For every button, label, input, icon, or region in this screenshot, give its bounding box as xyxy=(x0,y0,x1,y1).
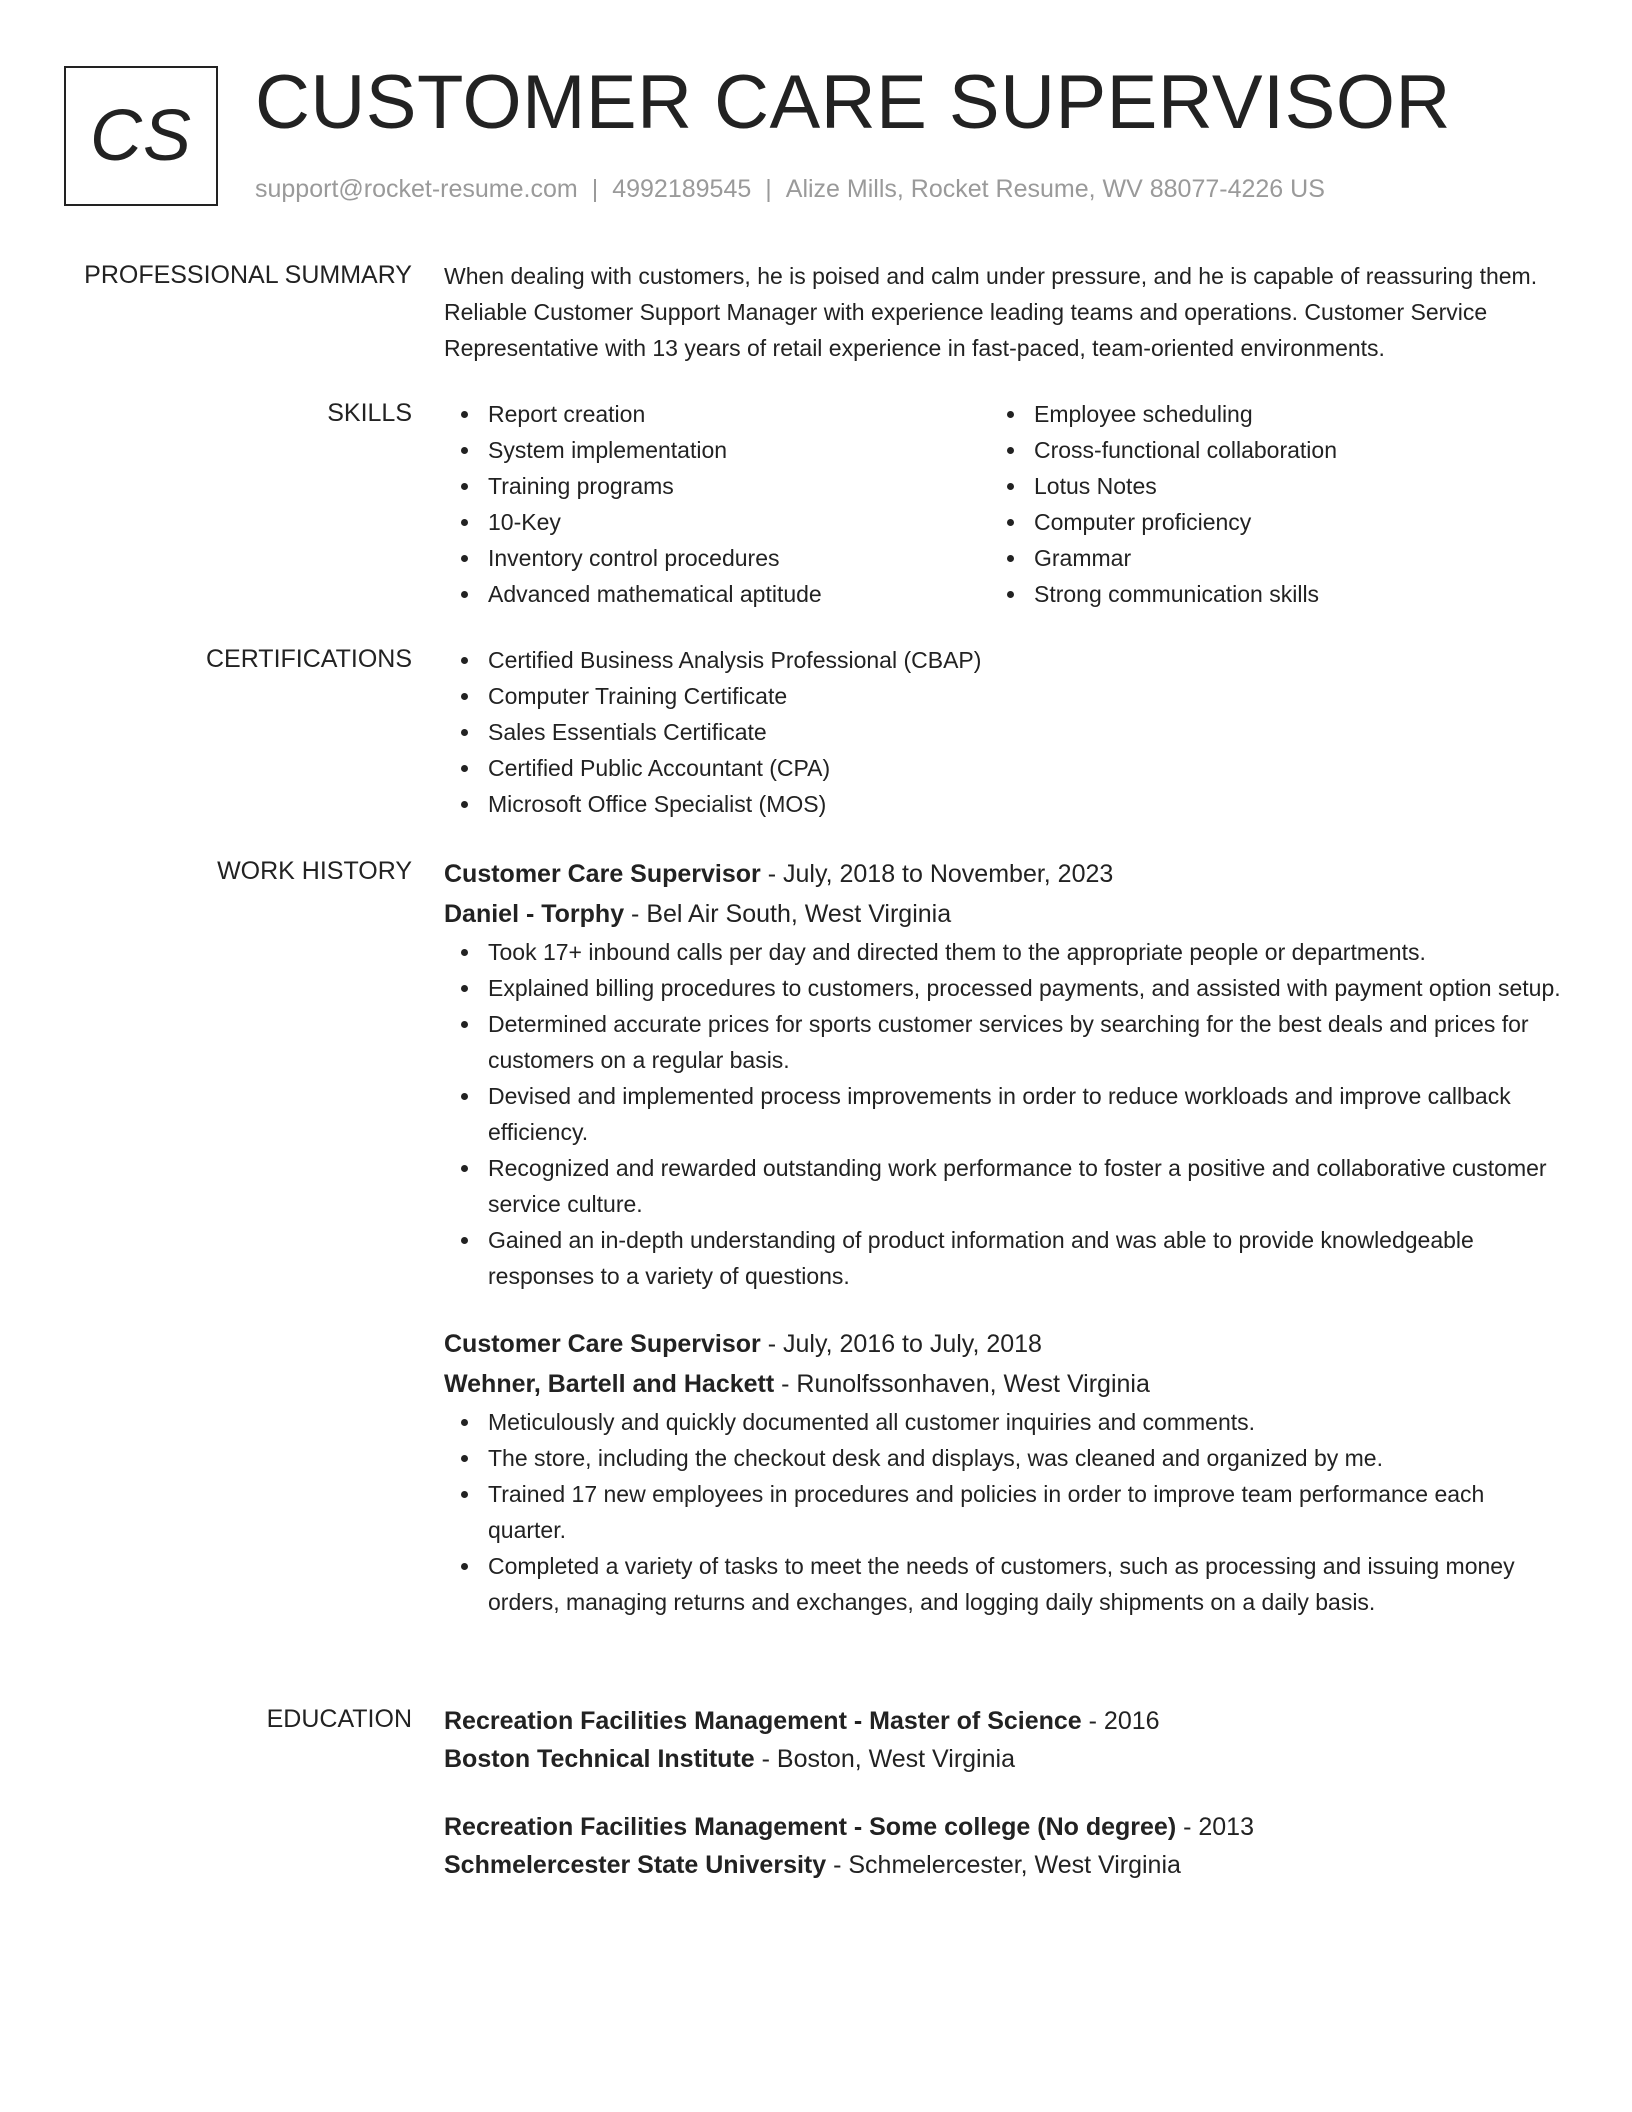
summary-body xyxy=(444,258,1564,366)
skill-item: Strong communication skills xyxy=(990,576,1536,612)
skill-item: Inventory control procedures xyxy=(444,540,990,576)
job-title: Customer Care Supervisor xyxy=(444,860,761,888)
certifications-body xyxy=(444,642,1564,822)
skill-item: System implementation xyxy=(444,432,990,468)
job-duty-item: Took 17+ inbound calls per day and directed them to the appropriate people or departments. xyxy=(444,934,1564,970)
job-duty-item: Gained an in-depth understanding of product information and was able to provide knowledgeable responses to a variety of questions. xyxy=(444,1222,1564,1294)
certification-item: Sales Essentials Certificate xyxy=(444,714,1564,750)
skill-item: Employee scheduling xyxy=(990,396,1536,432)
work-history-body xyxy=(444,854,1564,1650)
education-degree-line xyxy=(444,1702,1564,1740)
education-school: Schmelercester State University xyxy=(444,1851,827,1879)
job-entry xyxy=(444,854,1564,1294)
resume-title: CUSTOMER CARE SUPERVISOR xyxy=(255,60,1451,145)
job-duty-item: Recognized and rewarded outstanding work performance to foster a positive and collaborative customer service culture. xyxy=(444,1150,1564,1222)
job-duty-item: The store, including the checkout desk and displays, was cleaned and organized by me. xyxy=(444,1440,1564,1476)
education-school: Boston Technical Institute xyxy=(444,1745,755,1773)
monogram-initials: CS xyxy=(89,96,193,176)
contact-line xyxy=(255,172,1325,206)
skills-body xyxy=(444,396,1564,612)
contact-separator: | xyxy=(591,175,599,203)
skills-columns xyxy=(444,396,1564,612)
job-title-line xyxy=(444,854,1564,894)
education-location: - Boston, West Virginia xyxy=(754,1745,1015,1773)
job-duty-item: Explained billing procedures to customers, processed payments, and assisted with payment option setup. xyxy=(444,970,1564,1006)
certification-item: Certified Business Analysis Professional (CBAP) xyxy=(444,642,1564,678)
education-year: - 2013 xyxy=(1176,1813,1254,1841)
skill-item: Lotus Notes xyxy=(990,468,1536,504)
job-duty-item: Meticulously and quickly documented all customer inquiries and comments. xyxy=(444,1404,1564,1440)
education-school-line xyxy=(444,1846,1564,1884)
skill-item: 10-Key xyxy=(444,504,990,540)
job-employer: Wehner, Bartell and Hackett xyxy=(444,1370,775,1398)
skills-list-left xyxy=(444,396,990,612)
job-dates: - July, 2016 to July, 2018 xyxy=(760,1330,1042,1358)
contact-phone[interactable]: 4992189545 xyxy=(612,175,752,203)
job-duties-list xyxy=(444,1404,1564,1620)
section-label-certifications: CERTIFICATIONS xyxy=(205,645,412,673)
job-dates: - July, 2018 to November, 2023 xyxy=(760,860,1114,888)
skill-item: Training programs xyxy=(444,468,990,504)
certification-item: Microsoft Office Specialist (MOS) xyxy=(444,786,1564,822)
job-duty-item: Devised and implemented process improvements in order to reduce workloads and improve callback efficiency. xyxy=(444,1078,1564,1150)
contact-email[interactable]: support@rocket-resume.com xyxy=(255,175,578,203)
section-label-education: EDUCATION xyxy=(266,1705,412,1733)
monogram-box xyxy=(64,66,218,206)
job-employer-line xyxy=(444,894,1564,934)
contact-address: Alize Mills, Rocket Resume, WV 88077-4226 US xyxy=(785,175,1325,203)
summary-text: When dealing with customers, he is poised and calm under pressure, and he is capable of reassuring them. Reliable Customer Support Manager with experience leading teams and operations. Customer Service Representative with 13 years of retail experience in fast-paced, team-oriented environments. xyxy=(444,263,1538,361)
skill-item: Grammar xyxy=(990,540,1536,576)
job-location: - Bel Air South, West Virginia xyxy=(624,900,952,928)
skill-item: Advanced mathematical aptitude xyxy=(444,576,990,612)
education-school-line xyxy=(444,1740,1564,1778)
certification-item: Certified Public Accountant (CPA) xyxy=(444,750,1564,786)
education-degree: Recreation Facilities Management - Some college (No degree) xyxy=(444,1813,1177,1841)
education-degree: Recreation Facilities Management - Master of Science xyxy=(444,1707,1082,1735)
contact-separator: | xyxy=(765,175,772,203)
job-duty-item: Completed a variety of tasks to meet the needs of customers, such as processing and issuing money orders, managing returns and exchanges, and logging daily shipments on a daily basis. xyxy=(444,1548,1564,1620)
job-location: - Runolfssonhaven, West Virginia xyxy=(774,1370,1150,1398)
job-title: Customer Care Supervisor xyxy=(444,1330,761,1358)
education-location: - Schmelercester, West Virginia xyxy=(826,1851,1181,1879)
education-entry xyxy=(444,1808,1564,1884)
job-employer-line xyxy=(444,1364,1564,1404)
education-year: - 2016 xyxy=(1081,1707,1160,1735)
skill-item: Computer proficiency xyxy=(990,504,1536,540)
section-label-summary: PROFESSIONAL SUMMARY xyxy=(84,261,412,289)
job-title-line xyxy=(444,1324,1564,1364)
certifications-list xyxy=(444,642,1564,822)
education-degree-line xyxy=(444,1808,1564,1846)
skill-item: Cross-functional collaboration xyxy=(990,432,1536,468)
job-duties-list xyxy=(444,934,1564,1294)
job-employer: Daniel - Torphy xyxy=(444,900,625,928)
job-entry xyxy=(444,1324,1564,1620)
skill-item: Report creation xyxy=(444,396,990,432)
section-label-work-history: WORK HISTORY xyxy=(217,857,412,885)
education-body xyxy=(444,1702,1564,1914)
section-label-skills: SKILLS xyxy=(327,399,412,427)
education-entry xyxy=(444,1702,1564,1778)
job-duty-item: Determined accurate prices for sports customer services by searching for the best deals and prices for customers on a regular basis. xyxy=(444,1006,1564,1078)
certification-item: Computer Training Certificate xyxy=(444,678,1564,714)
skills-list-right xyxy=(990,396,1536,612)
job-duty-item: Trained 17 new employees in procedures and policies in order to improve team performance each quarter. xyxy=(444,1476,1564,1548)
